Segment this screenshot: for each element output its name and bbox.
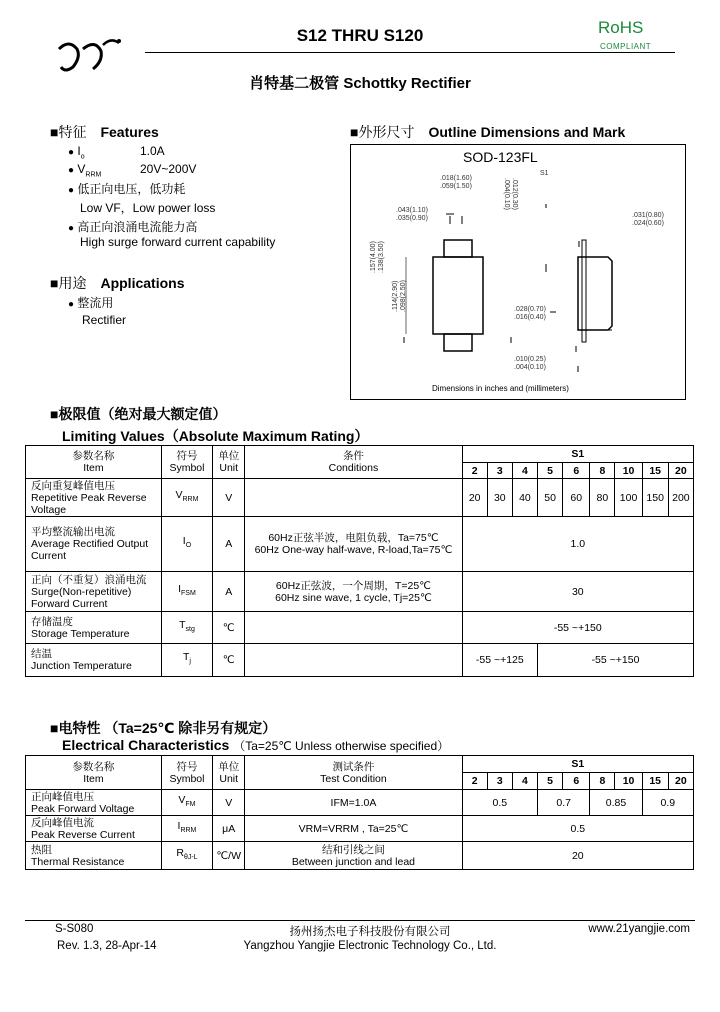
application-en: Rectifier bbox=[82, 313, 127, 327]
revision: Rev. 1.3, 28-Apr-14 bbox=[57, 940, 157, 952]
dimension-note: Dimensions in inches and (millimeters) bbox=[432, 384, 569, 393]
package-body-side-view bbox=[578, 257, 612, 330]
subtitle-cn: 肖特基二极管 bbox=[249, 75, 340, 92]
table-row: 存储温度 Storage Temperature $T_{stg}$ ℃ -55 ~+150 bbox=[26, 612, 694, 644]
electrical-table: 参数名称 Item 符号 Symbol 单位 Unit 测试条件 Test Condition S1 2 3 4 5 6 8 10 15 20 正向峰值电压 Peak Forward Voltage $V_{FM}$ V IFM=1.0A 0.5 0.7 0.85 0.9 反向峰值电流 Peak Reverse Current $I_{RRM}$ μA VRM=VRRM , Ta=25℃ 0.5 热阻 Thermal Resistance $R_{\theta J-L}$ ℃/W 结和引线之间 Between junction and lead 20 bbox=[25, 755, 694, 870]
package-name: SOD-123FL bbox=[463, 149, 538, 165]
website-link[interactable]: www.21yangjie.com bbox=[588, 923, 690, 935]
mark-text: S1 bbox=[540, 170, 549, 177]
company-cn: 扬州扬杰电子科技股份有限公司 bbox=[289, 926, 451, 938]
table-row: 正向（不重复）浪涌电流 Surge(Non-repetitive) Forward Current $I_{FSM}$ A 60Hz正弦波，一个周期，T=25℃ 60Hz sine wave, 1 cycle, Tj=25℃ 30 bbox=[26, 572, 694, 612]
code-row: 2 3 4 5 6 8 10 15 20 bbox=[26, 463, 694, 479]
header-conditions: 条件 Conditions bbox=[245, 446, 462, 479]
rohs-compliant: COMPLIANT bbox=[600, 42, 652, 51]
feature-io: ● $I_o$ 1.0A bbox=[68, 144, 165, 161]
subtitle-en: Schottky Rectifier bbox=[343, 75, 471, 92]
feature-vrrm: ● $V_{RRM}$ 20V~200V bbox=[68, 162, 197, 179]
package-body-top-view bbox=[433, 257, 483, 334]
table-row: 正向峰值电压 Peak Forward Voltage $V_{FM}$ V IFM=1.0A 0.5 0.7 0.85 0.9 bbox=[26, 790, 694, 816]
header-series: S1 bbox=[462, 446, 693, 463]
table-row: 结温 Junction Temperature $T_j$ ℃ -55 ~+125 -55 ~+150 bbox=[26, 644, 694, 677]
doc-number: S-S080 bbox=[55, 923, 94, 935]
dim-label-h: .010(0.25) .004(0.10) bbox=[514, 356, 546, 371]
dim-label-c: .012(0.30) .004(0.10) bbox=[503, 178, 518, 210]
outline-heading: ■外形尺寸 Outline Dimensions and Mark bbox=[350, 124, 626, 140]
lead-bottom bbox=[444, 334, 472, 351]
feature-surge-en: High surge forward current capability bbox=[80, 235, 276, 249]
limiting-heading-en: Limiting Values（Absolute Maximum Rating） bbox=[62, 428, 369, 444]
footer-rule bbox=[25, 920, 695, 921]
header-item: 参数名称 Item bbox=[26, 446, 162, 479]
code-row: 2 3 4 5 6 8 10 15 20 bbox=[26, 773, 694, 790]
header-unit: 单位 Unit bbox=[213, 446, 245, 479]
table-row: 平均整流输出电流 Average Rectified Output Current $I_O$ A 60Hz正弦半波，电阻负载，Ta=75℃ 60Hz One-way half-wave, R-load,Ta=75℃ 1.0 bbox=[26, 517, 694, 572]
document-title: S12 THRU S120 bbox=[296, 26, 424, 45]
header-symbol: 符号 Symbol bbox=[161, 446, 212, 479]
rohs-mark: RoHS bbox=[598, 18, 644, 37]
header-rule bbox=[145, 52, 675, 53]
feature-low-vf-en: Low VF，Low power loss bbox=[80, 201, 216, 215]
application-cn: ● 整流用 bbox=[68, 296, 114, 310]
feature-low-vf-cn: ● 低正向电压，低功耗 bbox=[68, 182, 186, 196]
dim-label-f: .114(2.90) .098(2.50) bbox=[392, 280, 407, 312]
company-en: Yangzhou Yangjie Electronic Technology Co., Ltd. bbox=[243, 940, 497, 952]
electrical-heading-cn: ■电特性 （Ta=25℃ 除非另有规定） bbox=[50, 720, 277, 736]
limiting-heading-cn: ■极限值（绝对最大额定值） bbox=[50, 406, 227, 422]
yangjie-logo bbox=[55, 35, 125, 75]
lead-top bbox=[444, 240, 472, 257]
features-heading: ■特征 Features bbox=[50, 124, 159, 140]
dim-label-e: .157(4.00) .138(3.50) bbox=[370, 241, 385, 273]
limiting-values-table bbox=[25, 445, 694, 677]
electrical-heading-en: Electrical Characteristics （Ta=25℃ Unless otherwise specified） bbox=[62, 737, 450, 753]
dim-label-g: .028(0.70) .016(0.40) bbox=[514, 306, 546, 321]
table-row: 反向峰值电流 Peak Reverse Current $I_{RRM}$ μA VRM=VRRM , Ta=25℃ 0.5 bbox=[26, 816, 694, 842]
lead-side bbox=[582, 240, 586, 342]
feature-surge-cn: ● 高正向浪涌电流能力高 bbox=[68, 220, 198, 234]
applications-heading: ■用途 Applications bbox=[50, 275, 185, 291]
table-row: 热阻 Thermal Resistance $R_{\theta J-L}$ ℃/W 结和引线之间 Between junction and lead 20 bbox=[26, 842, 694, 870]
dim-label-a: .018(1.60) .059(1.50) bbox=[440, 175, 472, 190]
dim-label-d: .031(0.80) .024(0.60) bbox=[632, 212, 664, 227]
table-row: 反向重复峰值电压 Repetitive Peak Reverse Voltage $V_{RRM}$ V 20 30 40 50 60 80 100 150 200 bbox=[26, 479, 694, 517]
dim-label-b: .043(1.10) .035(0.90) bbox=[396, 207, 428, 222]
product-subtitle bbox=[180, 72, 540, 93]
